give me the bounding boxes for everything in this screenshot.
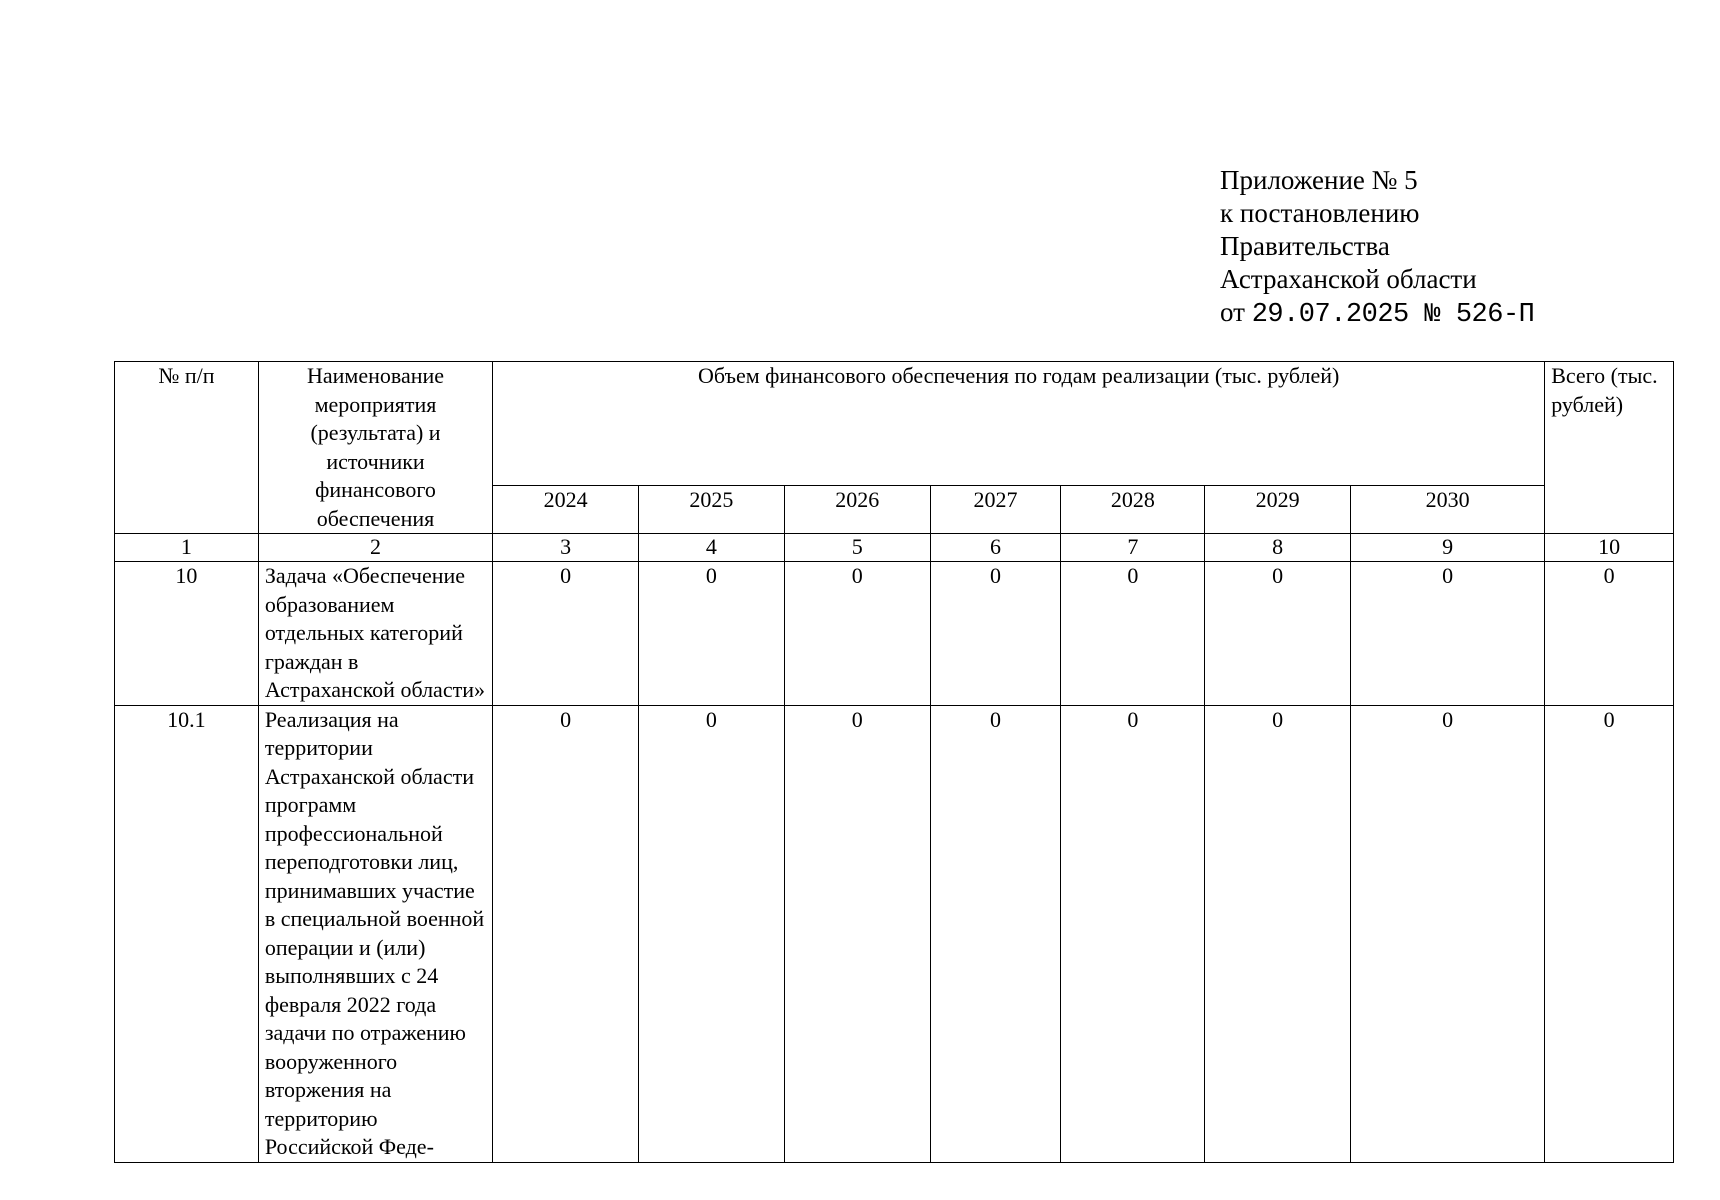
table-index-row bbox=[115, 534, 1674, 562]
row-value: 0 bbox=[493, 705, 639, 1162]
row-num: 10 bbox=[115, 562, 259, 706]
row-total: 0 bbox=[1545, 562, 1674, 706]
appendix-line-1: Приложение № 5 bbox=[1220, 165, 1418, 195]
table-row bbox=[115, 705, 1674, 1162]
row-value: 0 bbox=[1205, 562, 1351, 706]
column-index: 4 bbox=[639, 534, 785, 562]
header-year: 2030 bbox=[1351, 486, 1545, 534]
header-total: Всего (тыс. рублей) bbox=[1545, 362, 1674, 534]
table-header-row bbox=[115, 362, 1674, 486]
header-year: 2028 bbox=[1061, 486, 1205, 534]
row-value: 0 bbox=[1061, 562, 1205, 706]
row-value: 0 bbox=[930, 562, 1061, 706]
row-value: 0 bbox=[784, 562, 930, 706]
appendix-line-5 bbox=[1220, 296, 1534, 332]
column-index: 5 bbox=[784, 534, 930, 562]
appendix-stamp bbox=[1220, 164, 1534, 332]
column-index: 9 bbox=[1351, 534, 1545, 562]
table-row bbox=[115, 562, 1674, 706]
header-year: 2024 bbox=[493, 486, 639, 534]
row-name: Реализация на территории Астраханской области программ профессиональной переподготовки лиц, принимавших участие в специальной военной операции и (или) выполнявших с 24 февраля 2022 года задачи по отражению вооруженного вторжения на территорию Российской Феде- bbox=[258, 705, 492, 1162]
financing-table bbox=[114, 361, 1674, 1163]
row-value: 0 bbox=[639, 705, 785, 1162]
appendix-date-prefix: от bbox=[1220, 297, 1252, 327]
header-year: 2026 bbox=[784, 486, 930, 534]
row-value: 0 bbox=[1351, 562, 1545, 706]
row-value: 0 bbox=[784, 705, 930, 1162]
row-num: 10.1 bbox=[115, 705, 259, 1162]
row-value: 0 bbox=[493, 562, 639, 706]
row-value: 0 bbox=[1061, 705, 1205, 1162]
row-value: 0 bbox=[639, 562, 785, 706]
column-index: 3 bbox=[493, 534, 639, 562]
row-value: 0 bbox=[1351, 705, 1545, 1162]
appendix-line-3: Правительства bbox=[1220, 231, 1390, 261]
column-index: 2 bbox=[258, 534, 492, 562]
appendix-line-2: к постановлению bbox=[1220, 198, 1420, 228]
appendix-date-number: 29.07.2025 № 526-П bbox=[1251, 300, 1535, 330]
row-value: 0 bbox=[930, 705, 1061, 1162]
header-year: 2027 bbox=[930, 486, 1061, 534]
column-index: 10 bbox=[1545, 534, 1674, 562]
appendix-line-4: Астраханской области bbox=[1220, 264, 1477, 294]
column-index: 6 bbox=[930, 534, 1061, 562]
header-num: № п/п bbox=[115, 362, 259, 534]
header-year: 2029 bbox=[1205, 486, 1351, 534]
column-index: 1 bbox=[115, 534, 259, 562]
row-name: Задача «Обеспечение образованием отдельных категорий граждан в Астраханской области» bbox=[258, 562, 492, 706]
header-year: 2025 bbox=[639, 486, 785, 534]
row-total: 0 bbox=[1545, 705, 1674, 1162]
row-value: 0 bbox=[1205, 705, 1351, 1162]
column-index: 8 bbox=[1205, 534, 1351, 562]
header-name: Наименование мероприятия (результата) и источники финансового обеспечения bbox=[258, 362, 492, 534]
column-index: 7 bbox=[1061, 534, 1205, 562]
header-volume: Объем финансового обеспечения по годам реализации (тыс. рублей) bbox=[493, 362, 1545, 486]
